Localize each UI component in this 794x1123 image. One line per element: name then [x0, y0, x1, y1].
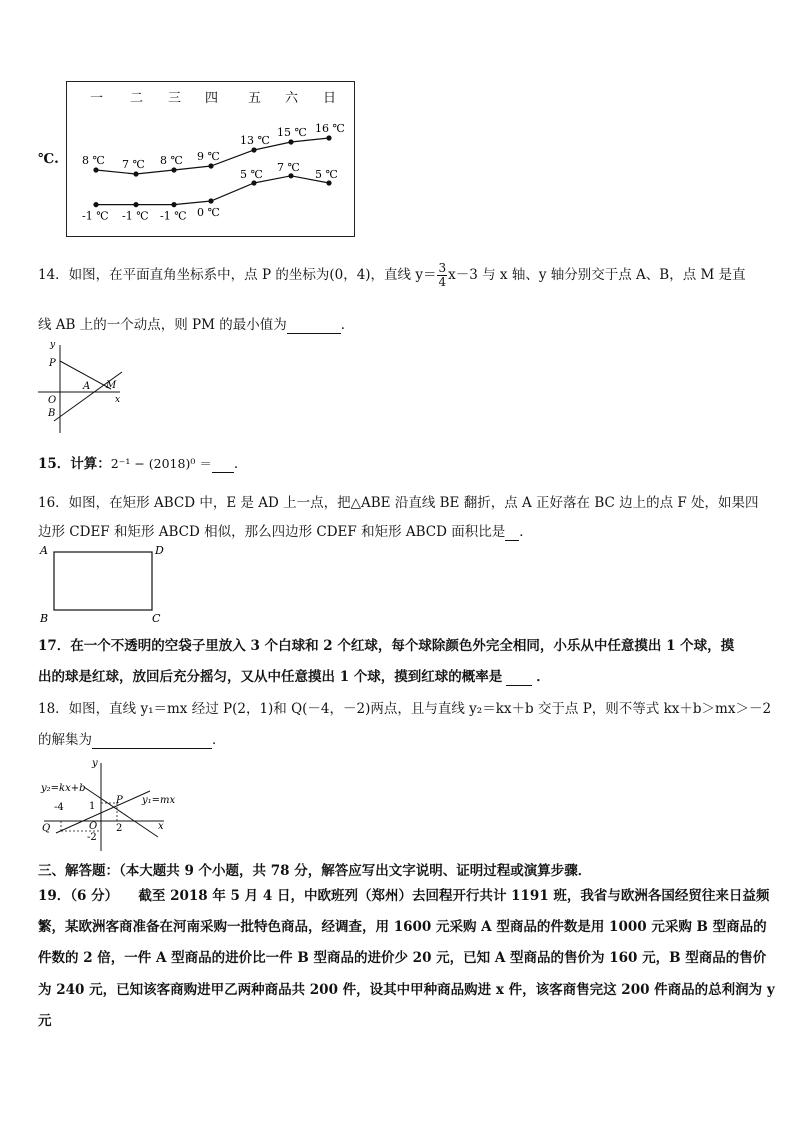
q14-text-c: 线 AB 上的一个动点，则 PM 的最小值为	[38, 317, 287, 333]
q14-end: ．	[340, 317, 355, 333]
point-p-label: P	[116, 795, 123, 806]
q14-coordinate-figure	[36, 339, 136, 435]
high-temperature-label: 8 ℃	[160, 154, 183, 167]
low-temperature-label: -1 ℃	[82, 209, 109, 223]
vertex-a-label: A	[40, 544, 48, 557]
vertex-b-label: B	[40, 612, 49, 625]
high-temperature-label: 8 ℃	[82, 154, 105, 167]
point-m-label: M	[106, 380, 117, 391]
axis-x-label: x	[115, 395, 121, 405]
low-temperature-label: -1 ℃	[160, 209, 187, 223]
tick-1-label: 1	[89, 801, 96, 812]
low-temperature-label: 5 ℃	[240, 168, 263, 181]
origin-label: O	[48, 395, 57, 406]
answer-blank	[92, 732, 212, 749]
q14-text-b: x－3 与 x 轴、y 轴分别交于点 A、B，点 M 是直	[448, 267, 746, 283]
high-temperature-point	[326, 135, 331, 140]
q18-end: ．	[212, 732, 226, 748]
q14-line1	[38, 262, 746, 289]
tick-neg4-label: -4	[54, 802, 64, 813]
answer-blank	[212, 456, 234, 473]
axis-x-label: x	[158, 821, 164, 832]
section-heading: 三、解答题：（本大题共 9 个小题，共 78 分，解答应写出文字说明、证明过程或演算步骤．	[38, 863, 592, 879]
q15-expression: 2⁻¹ − (2018)⁰ ＝	[110, 456, 212, 471]
day-label: 二	[130, 91, 144, 106]
q14-fraction	[437, 262, 447, 289]
answer-blank	[506, 669, 532, 686]
day-label: 六	[285, 91, 299, 106]
high-temperature-label: 16 ℃	[315, 122, 345, 135]
temperature-figure	[66, 81, 356, 238]
day-label: 四	[205, 91, 219, 106]
low-temperature-label: 0 ℃	[197, 206, 220, 219]
q15-end: ．	[233, 456, 248, 472]
q16-text: 边形 CDEF 和矩形 ABCD 相似，那么四边形 CDEF 和矩形 ABCD 面积比是	[38, 524, 506, 540]
low-temperature-point	[171, 202, 176, 207]
answer-blank	[505, 524, 519, 541]
day-label: 五	[248, 91, 262, 106]
tick-2-label: 2	[116, 823, 123, 834]
high-temperature-point	[251, 147, 256, 152]
origin-label: O	[89, 821, 98, 832]
q17-text: 出的球是红球，放回后充分摇匀，又从中任意摸出 1 个球，摸到红球的概率是	[38, 669, 503, 685]
q19-line3: 件数的 2 倍，一件 A 型商品的进价比一件 B 型商品的进价少 20 元，已知 A 型商品的售价为 160 元，B 型商品的售价	[38, 950, 767, 966]
fraction-numerator: 3	[438, 261, 447, 275]
low-temperature-point	[93, 202, 98, 207]
q18-text: 的解集为	[38, 732, 92, 748]
high-temperature-point	[288, 139, 293, 144]
low-temperature-point	[251, 180, 256, 185]
q17-line2	[38, 665, 550, 686]
q16-rectangle-figure	[36, 540, 170, 628]
high-temperature-label: 9 ℃	[197, 150, 220, 163]
q16-line1: 16．如图，在矩形 ABCD 中，E 是 AD 上一点，把△ABE 沿直线 BE 翻折，点 A 正好落在 BC 边上的点 F 处，如果四	[38, 495, 759, 511]
q15-line	[38, 452, 247, 473]
low-temperature-point	[288, 173, 293, 178]
q13-unit-text: ℃.	[38, 151, 59, 167]
low-temperature-label: -1 ℃	[122, 209, 149, 223]
day-label: 一	[90, 91, 104, 106]
low-temperature-label: 7 ℃	[277, 160, 300, 174]
q19-line4: 为 240 元，已知该客商购进甲乙两种商品共 200 件，设其中甲种商品购进 x 件，该客商售完这 200 件商品的总利润为 y	[38, 982, 775, 998]
point-a-label: A	[83, 381, 91, 392]
point-p-label: P	[49, 358, 56, 369]
day-label: 日	[323, 91, 337, 106]
q16-line2	[38, 520, 533, 541]
q17-line1: 17．在一个不透明的空袋子里放入 3 个白球和 2 个红球，每个球除颜色外完全相同，小乐从中任意摸出 1 个球，摸	[38, 638, 735, 654]
q17-end: ．	[536, 669, 550, 685]
high-temperature-label: 13 ℃	[240, 134, 270, 147]
q18-line2	[38, 728, 226, 749]
low-temperature-point	[133, 202, 138, 207]
low-temperature-point	[326, 180, 331, 185]
answer-blank	[287, 317, 341, 334]
axis-y-label: y	[50, 340, 56, 350]
vertex-d-label: D	[155, 544, 164, 557]
q16-end: ．	[519, 524, 533, 540]
q18-line1: 18．如图，直线 y₁＝mx 经过 P(2，1)和 Q(－4，－2)两点，且与直线 y₂＝kx＋b 交于点 P，则不等式 kx＋b＞mx＞－2	[38, 701, 772, 717]
q14-text-a: 14．如图，在平面直角坐标系中，点 P 的坐标为(0，4)，直线 y＝	[38, 267, 437, 283]
axis-y-label: y	[92, 758, 98, 769]
q19-line1: 19．（6 分） 截至 2018 年 5 月 4 日，中欧班列（郑州）去回程开行共计 1191 班，我省与欧洲各国经贸往来日益频	[38, 888, 770, 904]
low-temperature-point	[208, 198, 213, 203]
vertex-c-label: C	[152, 612, 161, 625]
high-temperature-point	[93, 167, 98, 172]
tick-neg2-label: -2	[87, 832, 97, 843]
day-label: 三	[168, 91, 182, 106]
q15-prefix: 15．计算：	[38, 456, 111, 472]
high-temperature-point	[171, 167, 176, 172]
line-y1-label: y₁=mx	[142, 795, 176, 806]
high-temperature-point	[208, 163, 213, 168]
q19-line5: 元	[38, 1013, 52, 1029]
high-temperature-label: 7 ℃	[122, 158, 145, 171]
line-y2-label: y₂=kx+b	[41, 783, 86, 794]
q14-line2	[38, 313, 354, 334]
low-temperature-label: 5 ℃	[315, 168, 338, 181]
q19-line2: 繁，某欧洲客商准备在河南采购一批特色商品，经调查，用 1600 元采购 A 型商品的件数是用 1000 元采购 B 型商品的	[38, 919, 767, 935]
point-q-label: Q	[42, 823, 51, 834]
high-temperature-label: 15 ℃	[277, 126, 307, 139]
fraction-denominator: 4	[438, 275, 447, 289]
q18-line-graph-figure	[38, 757, 188, 853]
point-b-label: B	[48, 408, 56, 419]
high-temperature-point	[133, 171, 138, 176]
